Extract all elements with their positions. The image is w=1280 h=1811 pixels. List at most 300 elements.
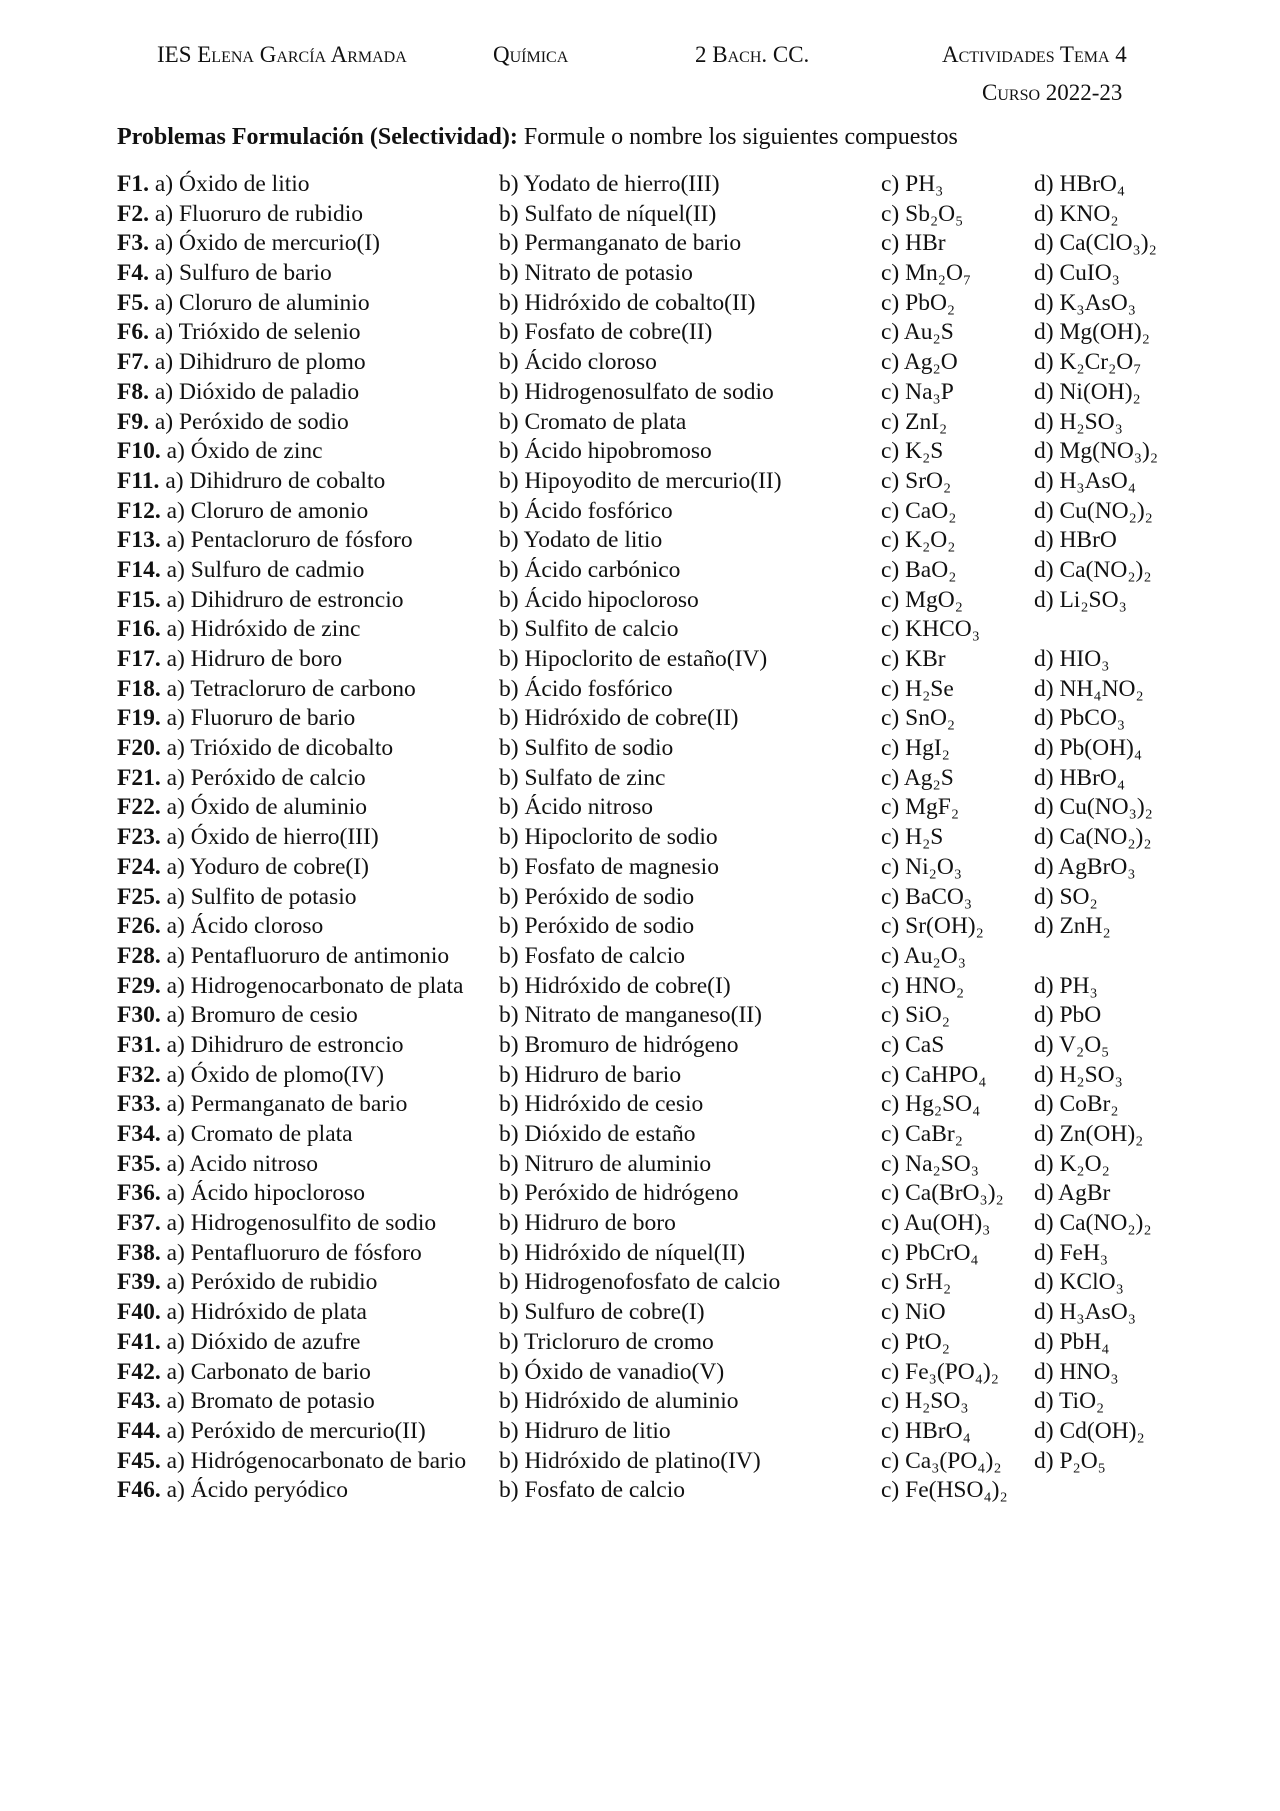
problem-part-b: b) Ácido fosfórico xyxy=(499,675,673,702)
school-name: IES Elena García Armada xyxy=(157,42,407,67)
problem-row xyxy=(0,1476,1280,1506)
problem-part-b: b) Fosfato de cobre(II) xyxy=(499,319,713,346)
problem-row xyxy=(0,912,1280,942)
problem-part-d: d) H₂SO₃ xyxy=(1034,1061,1123,1088)
problem-part-a xyxy=(117,289,370,319)
problem-row xyxy=(0,408,1280,438)
problem-row xyxy=(0,1328,1280,1358)
problem-part-b: b) Hidrogenofosfato de calcio xyxy=(499,1269,781,1296)
problem-part-d: d) HBrO₄ xyxy=(1034,171,1126,197)
problem-id: F19. xyxy=(117,705,161,732)
problem-part-a xyxy=(117,1120,353,1150)
problem-part-a xyxy=(117,912,323,942)
problem-part-b: b) Hidróxido de aluminio xyxy=(499,1388,739,1415)
problem-list xyxy=(0,170,1280,1506)
problem-part-a-text: a) Cloruro de amonio xyxy=(166,497,369,524)
problem-part-b: b) Fosfato de calcio xyxy=(499,942,685,969)
problem-part-d: d) NH₄NO₂ xyxy=(1034,675,1144,702)
problem-part-d: d) Ni(OH)₂ xyxy=(1034,378,1141,405)
problem-id: F41. xyxy=(117,1328,161,1355)
problem-part-b: b) Fosfato de magnesio xyxy=(499,853,719,880)
problem-part-b: b) Nitruro de aluminio xyxy=(499,1150,712,1177)
problem-part-b: b) Permanganato de bario xyxy=(499,230,742,257)
problem-part-b: b) Sulfuro de cobre(I) xyxy=(499,1299,705,1326)
problem-part-d: d) Ca(NO₂)₂ xyxy=(1034,1210,1152,1237)
problem-part-a xyxy=(117,645,342,675)
problem-part-a xyxy=(117,1417,426,1447)
problem-part-a xyxy=(117,942,449,972)
problem-part-a-text: a) Peróxido de sodio xyxy=(154,408,349,435)
problem-part-d: d) Mg(NO₃)₂ xyxy=(1034,438,1159,465)
problem-part-c: c) H₂S xyxy=(881,824,944,851)
problem-id: F38. xyxy=(117,1239,161,1266)
problem-row xyxy=(0,764,1280,794)
problem-row xyxy=(0,497,1280,527)
problem-row xyxy=(0,853,1280,883)
problem-id: F14. xyxy=(117,556,161,583)
problem-part-d: d) V₂O₅ xyxy=(1034,1031,1110,1058)
problem-part-b: b) Hipoclorito de sodio xyxy=(499,824,718,851)
problem-id: F10. xyxy=(117,438,161,465)
problem-part-a xyxy=(117,1031,404,1061)
problem-id: F2. xyxy=(117,200,149,227)
problem-part-c: c) Fe₃(PO₄)₂ xyxy=(881,1358,999,1385)
school-year: Curso 2022-23 xyxy=(982,80,1123,105)
problem-part-a xyxy=(117,1209,436,1239)
problem-part-d: d) P₂O₅ xyxy=(1034,1447,1106,1474)
problem-row xyxy=(0,289,1280,319)
problem-part-b: b) Ácido fosfórico xyxy=(499,497,673,524)
problem-part-b: b) Nitrato de potasio xyxy=(499,260,693,287)
problem-part-a xyxy=(117,497,368,527)
problem-id: F40. xyxy=(117,1299,161,1326)
problem-part-a xyxy=(117,378,359,408)
problem-part-a-text: a) Permanganato de bario xyxy=(166,1091,408,1118)
problem-part-c: c) Au(OH)₃ xyxy=(881,1210,991,1237)
problem-part-b: b) Hidróxido de cesio xyxy=(499,1091,704,1118)
problem-id: F12. xyxy=(117,497,161,524)
problem-part-a-text: a) Pentacloruro de fósforo xyxy=(166,527,413,554)
problem-part-b: b) Tricloruro de cromo xyxy=(499,1328,714,1355)
problem-part-d: d) K₃AsO₃ xyxy=(1034,289,1136,316)
problem-id: F43. xyxy=(117,1388,161,1415)
problem-part-a-text: a) Acido nitroso xyxy=(166,1150,319,1177)
problem-part-a xyxy=(117,1150,318,1180)
problem-part-d: d) PH₃ xyxy=(1034,972,1098,999)
problem-part-a-text: a) Sulfuro de bario xyxy=(154,260,332,287)
problem-part-a xyxy=(117,437,323,467)
problem-row xyxy=(0,348,1280,378)
problem-part-b: b) Yodato de litio xyxy=(499,527,663,554)
problem-part-a xyxy=(117,526,413,556)
problem-row xyxy=(0,437,1280,467)
problem-part-a-text: a) Dihidruro de estroncio xyxy=(166,586,404,613)
problem-part-a xyxy=(117,1476,348,1506)
problem-part-d: d) PbH₄ xyxy=(1034,1328,1110,1355)
problem-part-a xyxy=(117,675,416,705)
problem-row xyxy=(0,1387,1280,1417)
problem-part-a xyxy=(117,704,355,734)
problem-part-a xyxy=(117,467,385,497)
problem-part-a-text: a) Dióxido de azufre xyxy=(166,1328,361,1355)
problem-row xyxy=(0,942,1280,972)
problem-part-b: b) Hidróxido de níquel(II) xyxy=(499,1239,746,1266)
problem-part-b: b) Peróxido de sodio xyxy=(499,913,695,940)
problem-part-a-text: a) Óxido de mercurio(I) xyxy=(154,230,380,257)
problem-part-c: c) CaO₂ xyxy=(881,497,957,524)
problem-part-a-text: a) Fluoruro de rubidio xyxy=(154,200,364,227)
problem-part-a-text: a) Bromato de potasio xyxy=(166,1388,375,1415)
problem-row xyxy=(0,526,1280,556)
problem-id: F29. xyxy=(117,972,161,999)
problem-id: F23. xyxy=(117,824,161,851)
problem-part-b: b) Sulfito de calcio xyxy=(499,616,679,643)
problem-row xyxy=(0,1031,1280,1061)
problem-part-d: d) K₂O₂ xyxy=(1034,1150,1110,1177)
problem-part-a-text: a) Hidrógenocarbonato de bario xyxy=(166,1447,467,1474)
problem-row xyxy=(0,1417,1280,1447)
problem-id: F42. xyxy=(117,1358,161,1385)
problem-part-b: b) Hipoyodito de mercurio(II) xyxy=(499,467,782,494)
problem-part-b: b) Dióxido de estaño xyxy=(499,1121,696,1147)
problem-id: F15. xyxy=(117,586,161,613)
problem-row xyxy=(0,1239,1280,1269)
problem-part-b: b) Ácido nitroso xyxy=(499,794,654,821)
problem-part-c: c) KBr xyxy=(881,646,946,672)
problem-part-b: b) Hidruro de litio xyxy=(499,1417,671,1444)
problem-part-d: d) Cd(OH)₂ xyxy=(1034,1417,1145,1444)
problem-part-a xyxy=(117,200,363,230)
problem-part-b: b) Peróxido de hidrógeno xyxy=(499,1180,739,1207)
problem-id: F25. xyxy=(117,883,161,910)
problem-part-a-text: a) Sulfito de potasio xyxy=(166,883,357,910)
problem-id: F11. xyxy=(117,467,160,494)
problem-id: F46. xyxy=(117,1477,161,1504)
problem-part-c: c) CaS xyxy=(881,1031,945,1058)
problem-part-b: b) Ácido carbónico xyxy=(499,556,681,583)
problem-part-a xyxy=(117,793,367,823)
problem-id: F36. xyxy=(117,1180,161,1207)
problem-part-d: d) CoBr₂ xyxy=(1034,1091,1119,1118)
problem-id: F13. xyxy=(117,527,161,554)
problem-part-b: b) Hidróxido de cobre(I) xyxy=(499,972,731,999)
problem-part-d: d) SO₂ xyxy=(1034,883,1098,910)
problem-part-a xyxy=(117,1268,377,1298)
problem-part-a-text: a) Óxido de zinc xyxy=(166,438,323,465)
problem-part-a xyxy=(117,1239,422,1269)
problem-part-a xyxy=(117,170,310,200)
problem-part-c: c) CaBr₂ xyxy=(881,1121,963,1147)
problem-part-b: b) Hidróxido de platino(IV) xyxy=(499,1447,761,1474)
problem-part-a xyxy=(117,1447,466,1477)
problem-part-a-text: a) Peróxido de calcio xyxy=(166,764,366,791)
problem-part-a-text: a) Hidrogenosulfito de sodio xyxy=(166,1210,437,1237)
problem-part-d: d) TiO₂ xyxy=(1034,1388,1105,1415)
problem-part-d: d) Mg(OH)₂ xyxy=(1034,319,1150,346)
problem-part-d: d) HIO₃ xyxy=(1034,646,1110,672)
problem-part-c: c) Na₂SO₃ xyxy=(881,1150,979,1177)
problem-part-a-text: a) Trióxido de dicobalto xyxy=(166,735,394,762)
problem-part-c: c) HBrO₄ xyxy=(881,1417,971,1444)
problem-part-a xyxy=(117,853,369,883)
problem-part-a xyxy=(117,972,464,1002)
problem-id: F9. xyxy=(117,408,149,435)
problem-id: F26. xyxy=(117,913,161,940)
problem-part-c: c) Sr(OH)₂ xyxy=(881,913,984,940)
problem-part-c: c) Ag₂O xyxy=(881,349,958,376)
problem-part-d: d) CuIO₃ xyxy=(1034,260,1120,287)
problem-id: F33. xyxy=(117,1091,161,1118)
problem-part-a xyxy=(117,348,366,378)
problem-part-c: c) HBr xyxy=(881,230,946,257)
problem-part-b: b) Óxido de vanadio(V) xyxy=(499,1358,725,1385)
problem-part-a-text: a) Dihidruro de estroncio xyxy=(166,1031,404,1058)
problem-id: F18. xyxy=(117,675,161,702)
problem-part-a xyxy=(117,556,364,586)
problem-row xyxy=(0,1358,1280,1388)
problem-id: F35. xyxy=(117,1150,161,1177)
problem-id: F22. xyxy=(117,794,161,821)
problem-id: F6. xyxy=(117,319,149,346)
problem-part-c: c) NiO xyxy=(881,1299,946,1326)
activities-title: Actividades Tema 4 xyxy=(942,42,1127,67)
problem-part-b: b) Hidruro de boro xyxy=(499,1210,676,1237)
problem-part-a-text: a) Fluoruro de bario xyxy=(166,705,356,732)
problem-part-d: d) KClO₃ xyxy=(1034,1269,1124,1296)
problem-part-d: d) Zn(OH)₂ xyxy=(1034,1121,1144,1147)
problem-id: F24. xyxy=(117,853,161,880)
problem-part-c: c) Ca(BrO₃)₂ xyxy=(881,1180,1004,1207)
problem-part-a-text: a) Hidrogenocarbonato de plata xyxy=(166,972,464,999)
problem-id: F28. xyxy=(117,942,161,969)
problem-part-c: c) HgI₂ xyxy=(881,735,950,762)
problem-part-a-text: a) Tetracloruro de carbono xyxy=(166,675,416,702)
problem-part-b: b) Yodato de hierro(III) xyxy=(499,171,720,197)
problem-row xyxy=(0,1120,1280,1150)
section-instruction: Formule o nombre los siguientes compuestos xyxy=(523,124,958,150)
problem-part-a-text: a) Hidróxido de zinc xyxy=(166,616,361,643)
problem-id: F37. xyxy=(117,1210,161,1237)
problem-id: F3. xyxy=(117,230,149,257)
problem-part-b: b) Peróxido de sodio xyxy=(499,883,695,910)
problem-part-a xyxy=(117,1179,365,1209)
problem-part-d: d) H₃AsO₄ xyxy=(1034,467,1136,494)
problem-part-a-text: a) Bromuro de cesio xyxy=(166,1002,358,1029)
problem-part-d: d) HNO₃ xyxy=(1034,1358,1119,1385)
problem-row xyxy=(0,1150,1280,1180)
problem-part-c: c) MgF₂ xyxy=(881,794,960,821)
problem-row xyxy=(0,793,1280,823)
problem-part-d: d) HBrO₄ xyxy=(1034,764,1126,791)
problem-part-a xyxy=(117,615,360,645)
problem-row xyxy=(0,645,1280,675)
problem-part-d: d) H₂SO₃ xyxy=(1034,408,1123,435)
problem-part-a-text: a) Sulfuro de cadmio xyxy=(166,556,365,583)
problem-part-c: c) PbCrO₄ xyxy=(881,1239,979,1266)
problem-part-c: c) H₂SO₃ xyxy=(881,1388,969,1415)
problem-part-d: d) KNO₂ xyxy=(1034,200,1119,227)
problem-id: F8. xyxy=(117,378,149,405)
problem-id: F34. xyxy=(117,1121,161,1147)
problem-part-c: c) Na₃P xyxy=(881,378,954,405)
problem-part-b: b) Hipoclorito de estaño(IV) xyxy=(499,646,768,672)
problem-part-c: c) Fe(HSO₄)₂ xyxy=(881,1477,1008,1504)
problem-row xyxy=(0,1061,1280,1091)
problem-part-d: d) Cu(NO₂)₂ xyxy=(1034,497,1153,524)
problem-part-c: c) Mn₂O₇ xyxy=(881,260,972,287)
problem-part-c: c) SrO₂ xyxy=(881,467,952,494)
problem-id: F5. xyxy=(117,289,149,316)
problem-part-a xyxy=(117,823,379,853)
problem-part-c: c) Au₂S xyxy=(881,319,954,346)
problem-part-c: c) BaCO₃ xyxy=(881,883,973,910)
problem-part-a xyxy=(117,318,360,348)
problem-part-c: c) SrH₂ xyxy=(881,1269,952,1296)
problem-part-b: b) Hidruro de bario xyxy=(499,1061,682,1088)
problem-part-a xyxy=(117,1061,384,1091)
problem-part-b: b) Hidrogenosulfato de sodio xyxy=(499,378,774,405)
problem-part-a-text: a) Óxido de aluminio xyxy=(166,794,367,821)
problem-id: F45. xyxy=(117,1447,161,1474)
problem-part-c: c) K₂O₂ xyxy=(881,527,956,554)
problem-part-a-text: a) Peróxido de mercurio(II) xyxy=(166,1417,426,1444)
problem-part-a-text: a) Ácido hipocloroso xyxy=(166,1180,366,1207)
problem-part-c: c) Ni₂O₃ xyxy=(881,853,962,880)
problem-part-c: c) Sb₂O₅ xyxy=(881,200,964,227)
problem-part-c: c) BaO₂ xyxy=(881,556,957,583)
problem-row xyxy=(0,1447,1280,1477)
problem-id: F21. xyxy=(117,764,161,791)
problem-part-c: c) PtO₂ xyxy=(881,1328,950,1355)
section-title: Problemas Formulación (Selectividad): xyxy=(117,124,518,150)
problem-part-d: d) ZnH₂ xyxy=(1034,913,1111,940)
problem-part-b: b) Bromuro de hidrógeno xyxy=(499,1031,739,1058)
problem-id: F30. xyxy=(117,1002,161,1029)
problem-row xyxy=(0,675,1280,705)
problem-part-a-text: a) Ácido peryódico xyxy=(166,1477,349,1504)
intro-line xyxy=(117,124,958,151)
problem-part-d: d) PbCO₃ xyxy=(1034,705,1126,732)
problem-row xyxy=(0,170,1280,200)
problem-part-d: d) Cu(NO₃)₂ xyxy=(1034,794,1153,821)
problem-row xyxy=(0,378,1280,408)
problem-part-c: c) PbO₂ xyxy=(881,289,956,316)
problem-part-b: b) Hidróxido de cobalto(II) xyxy=(499,289,756,316)
problem-row xyxy=(0,200,1280,230)
problem-part-a-text: a) Trióxido de selenio xyxy=(154,319,361,346)
problem-part-d: d) Ca(NO₂)₂ xyxy=(1034,824,1152,851)
problem-row xyxy=(0,972,1280,1002)
problem-part-c: c) K₂S xyxy=(881,438,944,465)
problem-part-d: d) Li₂SO₃ xyxy=(1034,586,1127,613)
problem-part-a xyxy=(117,229,380,259)
problem-part-b: b) Nitrato de manganeso(II) xyxy=(499,1002,762,1029)
problem-part-a xyxy=(117,1298,367,1328)
problem-part-a xyxy=(117,1358,371,1388)
problem-row xyxy=(0,704,1280,734)
problem-part-a-text: a) Peróxido de rubidio xyxy=(166,1269,378,1296)
problem-part-c: c) Au₂O₃ xyxy=(881,942,966,969)
problem-part-c: c) SiO₂ xyxy=(881,1002,950,1029)
problem-row xyxy=(0,556,1280,586)
problem-row xyxy=(0,318,1280,348)
problem-part-a xyxy=(117,1387,375,1417)
problem-part-a xyxy=(117,1090,407,1120)
problem-part-a-text: a) Dióxido de paladio xyxy=(154,378,360,405)
problem-part-d: d) H₃AsO₃ xyxy=(1034,1299,1136,1326)
problem-row xyxy=(0,823,1280,853)
problem-part-b: b) Sulfato de níquel(II) xyxy=(499,200,717,227)
problem-part-a-text: a) Óxido de plomo(IV) xyxy=(166,1061,384,1088)
problem-part-b: b) Fosfato de calcio xyxy=(499,1477,685,1504)
problem-part-b: b) Ácido hipocloroso xyxy=(499,586,699,613)
problem-row xyxy=(0,1268,1280,1298)
problem-id: F7. xyxy=(117,349,149,376)
problem-part-c: c) CaHPO₄ xyxy=(881,1061,987,1088)
problem-row xyxy=(0,1179,1280,1209)
problem-part-c: c) Ag₂S xyxy=(881,764,954,791)
problem-row xyxy=(0,259,1280,289)
problem-part-b: b) Ácido cloroso xyxy=(499,349,657,376)
problem-id: F4. xyxy=(117,260,149,287)
problem-part-a-text: a) Ácido cloroso xyxy=(166,913,324,940)
problem-part-d: d) AgBr xyxy=(1034,1180,1111,1207)
problem-row xyxy=(0,229,1280,259)
problem-part-d: d) AgBrO₃ xyxy=(1034,853,1136,880)
problem-part-a-text: a) Cloruro de aluminio xyxy=(154,289,370,316)
problem-part-a xyxy=(117,764,366,794)
problem-part-a-text: a) Carbonato de bario xyxy=(166,1358,371,1385)
problem-part-a xyxy=(117,734,393,764)
problem-id: F20. xyxy=(117,735,161,762)
problem-part-c: c) Ca₃(PO₄)₂ xyxy=(881,1447,1002,1474)
problem-row xyxy=(0,1001,1280,1031)
problem-row xyxy=(0,467,1280,497)
problem-id: F44. xyxy=(117,1417,161,1444)
problem-row xyxy=(0,734,1280,764)
problem-part-a-text: a) Dihidruro de cobalto xyxy=(165,467,386,494)
problem-row xyxy=(0,1090,1280,1120)
subject-name: Química xyxy=(493,42,569,67)
problem-part-d: d) K₂Cr₂O₇ xyxy=(1034,349,1142,376)
problem-part-a xyxy=(117,586,404,616)
problem-row xyxy=(0,586,1280,616)
problem-part-d: d) HBrO xyxy=(1034,527,1117,554)
problem-part-b: b) Cromato de plata xyxy=(499,408,687,435)
problem-id: F32. xyxy=(117,1061,161,1088)
problem-row xyxy=(0,1209,1280,1239)
problem-id: F39. xyxy=(117,1269,161,1296)
problem-part-a xyxy=(117,1328,360,1358)
problem-part-a xyxy=(117,1001,358,1031)
page-header xyxy=(0,0,1280,140)
problem-part-a-text: a) Óxido de litio xyxy=(154,171,310,197)
problem-part-b: b) Sulfato de zinc xyxy=(499,764,666,791)
problem-part-c: c) PH₃ xyxy=(881,171,944,197)
problem-row xyxy=(0,615,1280,645)
problem-row xyxy=(0,1298,1280,1328)
problem-part-d: d) FeH₃ xyxy=(1034,1239,1109,1266)
problem-part-d: d) Ca(ClO₃)₂ xyxy=(1034,230,1157,257)
problem-part-c: c) Hg₂SO₄ xyxy=(881,1091,981,1118)
problem-part-c: c) ZnI₂ xyxy=(881,408,948,435)
problem-id: F16. xyxy=(117,616,161,643)
problem-part-a xyxy=(117,883,357,913)
problem-part-d: d) Pb(OH)₄ xyxy=(1034,735,1143,762)
problem-part-a-text: a) Pentafluoruro de antimonio xyxy=(166,942,450,969)
problem-part-c: c) SnO₂ xyxy=(881,705,956,732)
problem-part-a-text: a) Pentafluoruro de fósforo xyxy=(166,1239,422,1266)
